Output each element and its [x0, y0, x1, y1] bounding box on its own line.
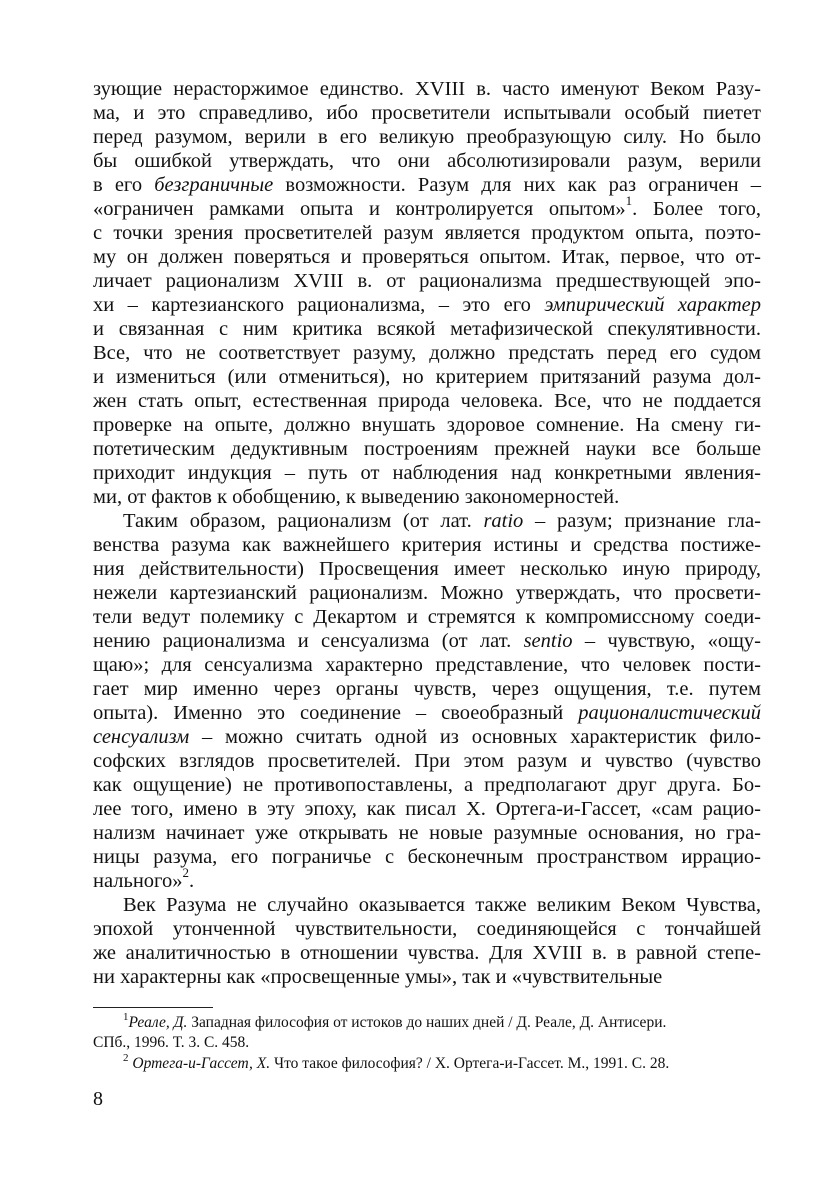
footnote-separator [93, 1007, 213, 1008]
text-line: Все, что не соответствует разуму, должно предстать перед его судом [93, 342, 761, 364]
page-number: 8 [93, 1088, 103, 1110]
text-line: ни характерны как «просвещенные умы», так и «чувствительные [93, 966, 663, 988]
footnote-2-text: Что такое философия? / Х. Ортега-и-Гассет. М., 1991. С. 28. [270, 1055, 670, 1072]
text-line: зующие нерасторжимое единство. XVIII в. часто именуют Веком Разу- [93, 78, 761, 100]
emphasis: безграничные [154, 174, 274, 196]
text-line: гает мир именно через органы чувств, через ощущения, т.е. путем [93, 678, 761, 700]
text-line: приходит индукция – путь от наблюдения над конкретными явления- [93, 462, 761, 484]
text-line: Век Разума не случайно оказывается также великим Веком Чувства, [123, 894, 761, 916]
text-line: Таким образом, рационализм (от лат. ratio – разум; признание гла- [123, 510, 762, 532]
footnote-1-continuation: СПб., 1996. Т. 3. С. 458. [93, 1034, 250, 1051]
text-line: бы ошибкой утверждать, что они абсолютизировали разум, верили [93, 150, 761, 172]
emphasis: sentio [523, 630, 573, 652]
text-line: в его безграничные возможности. Разум для них как раз ограничен – [93, 174, 761, 196]
footnote-1-text: Западная философия от истоков до наших дней / Д. Реале, Д. Антисери. [187, 1014, 667, 1031]
footnote-2 [123, 1051, 670, 1074]
text-line: «ограничен рамками опыта и контролируется опытом»$^1$. Более того, [93, 193, 762, 220]
text-line: жен стать опыт, естественная природа человека. Все, что не поддается [93, 390, 761, 412]
text-line: как ощущение) не противопоставлены, а предполагают друг друга. Бо- [93, 774, 761, 796]
footnote-ref: 1 [625, 193, 633, 209]
text-line: и связанная с ним критика всякой метафизической спекулятивности. [93, 318, 761, 340]
text-line: нализм начинает уже открывать не новые разумные основания, но гра- [93, 822, 761, 844]
text-line: нального»$^2$. [93, 865, 195, 892]
text-line: лее того, имено в эту эпоху, как писал Х. Ортега-и-Гассет, «сам рацио- [93, 798, 761, 820]
text-line: сенсуализм – можно считать одной из основных характеристик фило- [93, 726, 761, 748]
footnote-ref: 2 [182, 865, 189, 881]
text-line: софских взглядов просветителей. При этом разум и чувство (чувство [93, 750, 761, 772]
text-line: и измениться (или отмениться), но критерием притязаний разума дол- [93, 366, 761, 388]
text-line: венства разума как важнейшего критерия истины и средства постиже- [93, 534, 761, 556]
text-line: проверке на опыте, должно внушать здоровое сомнение. На смену ги- [93, 414, 761, 436]
footnote-1-mark: 1 [123, 1010, 129, 1023]
text-line: потетическим дедуктивным построениям прежней науки все больше [93, 438, 761, 460]
footnote-1-author: Реале, Д. [128, 1014, 188, 1031]
text-line: личает рационализм XVIII в. от рационализма предшествующей эпо- [93, 270, 761, 292]
text-line: перед разумом, верили в его великую преобразующую силу. Но было [93, 126, 761, 148]
text-line: ма, и это справедливо, ибо просветители испытывали особый пиетет [93, 102, 761, 124]
emphasis: эмпирический характер [544, 294, 761, 316]
text-line: опыта). Именно это соединение – своеобразный рационалистический [93, 702, 761, 724]
text-line: тели ведут полемику с Декартом и стремятся к компромиссному соеди- [93, 606, 761, 628]
text-line: хи – картезианского рационализма, – это его эмпирический характер [93, 294, 761, 316]
text-line: нению рационализма и сенсуализма (от лат. sentio – чувствую, «ощу- [93, 630, 761, 652]
text-line: щаю»; для сенсуализма характерно представление, что человек пости- [93, 654, 761, 676]
emphasis: ratio [483, 510, 524, 532]
footnote-1 [123, 1010, 667, 1033]
text-line: му он должен поверяться и проверяться опытом. Итак, первое, что от- [93, 246, 761, 268]
footnote-2-author: Ортега-и-Гассет, Х. [132, 1055, 271, 1072]
emphasis: рационалистический [578, 702, 761, 724]
text-line: ния действительности) Просвещения имеет несколько иную природу, [93, 558, 761, 580]
text-line: нежели картезианский рационализм. Можно утверждать, что просвети- [93, 582, 761, 604]
emphasis: сенсуализм [93, 726, 190, 748]
text-line: же аналитичностью в отношении чувства. Для XVIII в. в равной степе- [93, 942, 761, 964]
footnote-2-mark: 2 [123, 1051, 129, 1064]
text-line: с точки зрения просветителей разум является продуктом опыта, поэто- [93, 222, 761, 244]
text-line: ницы разума, его пограничье с бесконечным пространством иррацио- [93, 846, 761, 868]
text-line: ми, от фактов к обобщению, к выведению закономерностей. [93, 486, 620, 508]
text-line: эпохой утонченной чувствительности, соединяющейся с тончайшей [93, 918, 761, 940]
